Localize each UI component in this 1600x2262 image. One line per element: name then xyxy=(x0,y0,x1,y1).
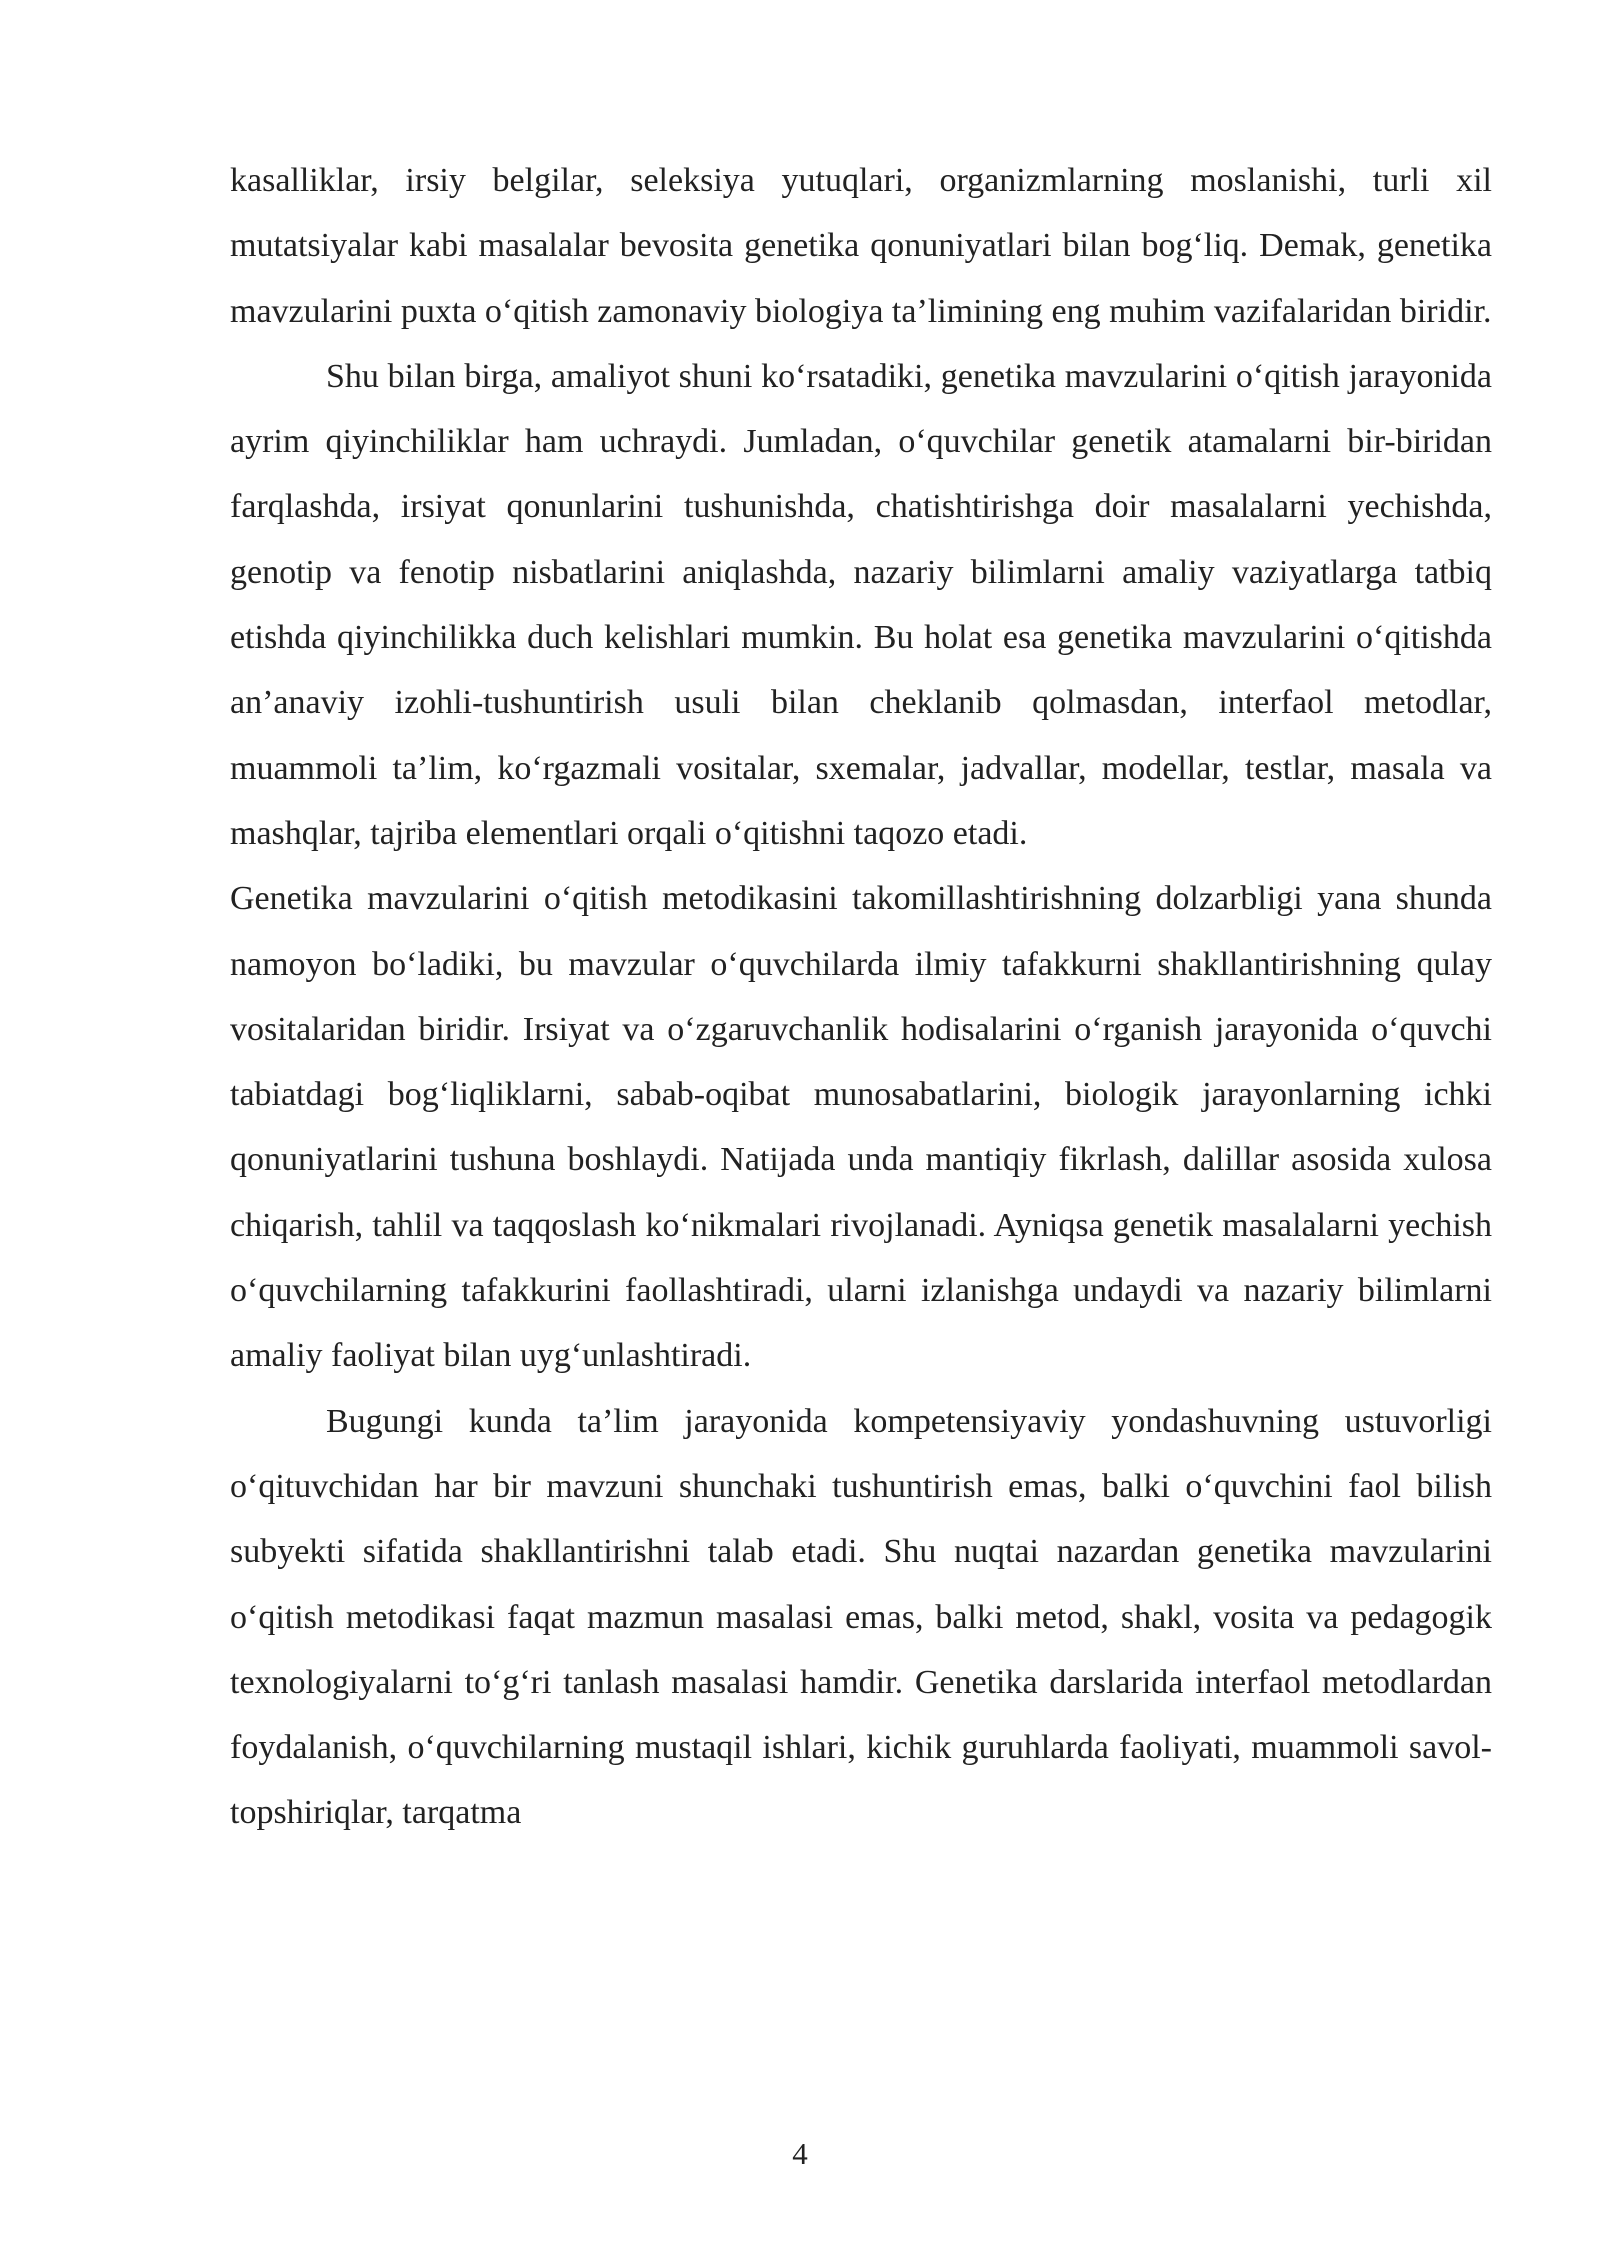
page-number: 4 xyxy=(792,2136,808,2171)
paragraph-4: Bugungi kunda ta’lim jarayonida kompetensiyaviy yondashuvning ustuvorligi o‘qituvchidan har bir mavzuni shunchaki tushuntirish emas, balki o‘quvchini faol bilish subyekti sifatida shakllantirishni talab etadi. Shu nuqtai nazardan genetika mavzularini o‘qitish metodikasi faqat mazmun masalasi emas, balki metod, shakl, vosita va pedagogik texnologiyalarni to‘g‘ri tanlash masalasi hamdir. Genetika darslarida interfaol metodlardan foydalanish, o‘quvchilarning mustaqil ishlari, kichik guruhlarda faoliyati, muammoli savol-topshiriqlar, tarqatma xyxy=(230,1402,1492,1832)
paragraph-2: Shu bilan birga, amaliyot shuni ko‘rsatadiki, genetika mavzularini o‘qitish jarayonida ayrim qiyinchiliklar ham uchraydi. Jumladan, o‘quvchilar genetik atamalarni bir-biridan farqlashda, irsiyat qonunlarini tushunishda, chatishtirishga doir masalalarni yechishda, genotip va fenotip nisbatlarini aniqlashda, nazariy bilimlarni amaliy vaziyatlarga tatbiq etishda qiyinchilikka duch kelishlari mumkin. Bu holat esa genetika mavzularini o‘qitishda an’anaviy izohli-tushuntirish usuli bilan cheklanib qolmasdan, interfaol metodlar, muammoli ta’lim, ko‘rgazmali vositalar, sxemalar, jadvallar, modellar, testlar, masala va mashqlar, tajriba elementlari orqali o‘qitishni taqozo etadi. xyxy=(230,357,1492,852)
paragraph-1: kasalliklar, irsiy belgilar, seleksiya yutuqlari, organizmlarning moslanishi, turli xil mutatsiyalar kabi masalalar bevosita genetika qonuniyatlari bilan bog‘liq. Demak, genetika mavzularini puxta o‘qitish zamonaviy biologiya ta’limining eng muhim vazifalaridan biridir. xyxy=(230,162,1492,330)
body-text xyxy=(230,148,1492,1846)
paragraph-3: Genetika mavzularini o‘qitish metodikasini takomillashtirishning dolzarbligi yana shunda namoyon bo‘ladiki, bu mavzular o‘quvchilarda ilmiy tafakkurni shakllantirishning qulay vositalaridan biridir. Irsiyat va o‘zgaruvchanlik hodisalarini o‘rganish jarayonida o‘quvchi tabiatdagi bog‘liqliklarni, sabab-oqibat munosabatlarini, biologik jarayonlarning ichki qonuniyatlarini tushuna boshlaydi. Natijada unda mantiqiy fikrlash, dalillar asosida xulosa chiqarish, tahlil va taqqoslash ko‘nikmalari rivojlanadi. Ayniqsa genetik masalalarni yechish o‘quvchilarning tafakkurini faollashtiradi, ularni izlanishga undaydi va nazariy bilimlarni amaliy faoliyat bilan uyg‘unlashtiradi. xyxy=(230,880,1492,1375)
